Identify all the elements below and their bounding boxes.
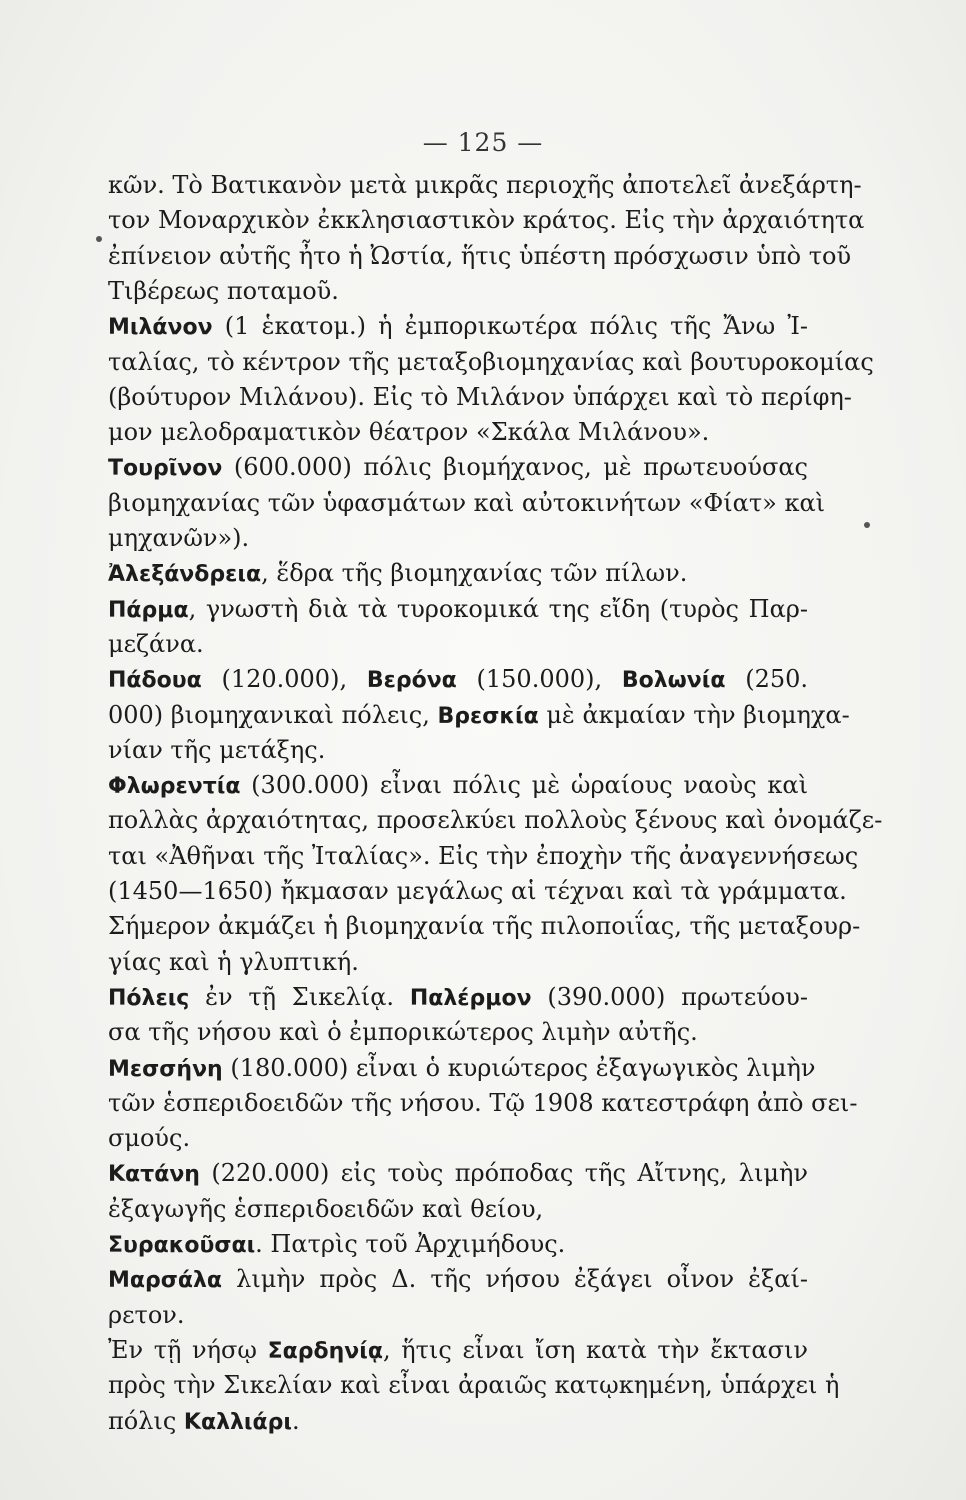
bold-place-name: Μιλάνον [108, 315, 213, 341]
text-run: (250. [725, 665, 809, 694]
text-line [108, 168, 862, 202]
text-run: ρετον. [108, 1300, 185, 1329]
text-run: ἐν τῇ Σικελίᾳ. [189, 982, 410, 1011]
text-line [108, 1333, 808, 1367]
text-line [108, 486, 826, 520]
bold-place-name: Κατάνη [108, 1162, 200, 1188]
text-line [108, 450, 808, 484]
text-line [108, 1192, 808, 1226]
bold-place-name: Σαρδηνίᾳ [267, 1338, 383, 1364]
text-line [108, 1227, 808, 1261]
bold-place-name: Μεσσήνη [108, 1056, 223, 1082]
text-line [108, 1156, 808, 1190]
text-line [108, 1404, 808, 1438]
text-run: (1450—1650) ἤκμασαν μεγάλως αἱ τέχναι καὶ τὰ γράμματα. [108, 877, 847, 905]
text-run: πρὸς τὴν Σικελίαν καὶ εἶναι ἀραιῶς κατῳκημένη, ὑπάρχει ἡ [108, 1371, 840, 1400]
text-line [108, 309, 808, 343]
text-line [108, 1298, 808, 1332]
text-run: λιμὴν πρὸς Δ. τῆς νήσου ἐξάγει οἶνον ἐξαί- [222, 1265, 808, 1294]
text-run: μὲ ἀκμαίαν τὴν βιομηχα- [538, 700, 850, 729]
text-run: (1 ἑκατομ.) ἡ ἐμπορικωτέρα πόλις τῆς Ἄνω Ἰ- [212, 312, 808, 341]
bold-place-name: Μαρσάλα [108, 1268, 223, 1294]
text-line [108, 521, 808, 555]
text-run: μεζάνα. [108, 629, 204, 658]
text-run: , ἥτις εἶναι ἴση κατὰ τὴν ἔκτασιν [382, 1335, 808, 1364]
text-run: (βούτυρον Μιλάνου). Εἰς τὸ Μιλάνον ὑπάρχει καὶ τὸ περίφη- [108, 382, 852, 411]
text-run: νίαν τῆς μετάξης. [108, 735, 326, 764]
text-line [108, 380, 852, 414]
text-line [108, 556, 808, 590]
text-line [108, 345, 874, 379]
text-line [108, 768, 808, 802]
text-run: (180.000) εἶναι ὁ κυριώτερος ἐξαγωγικὸς λιμὴν [222, 1053, 816, 1082]
text-run: ἐξαγωγῆς ἑσπεριδοειδῶν καὶ θείου, [108, 1194, 544, 1223]
bold-place-name: Τουρῖνον [108, 456, 223, 482]
text-run: γίας καὶ ἡ γλυπτική. [108, 947, 359, 976]
text-line [108, 592, 808, 626]
text-run: Σήμερον ἀκμάζει ἡ βιομηχανία τῆς πιλοποιΐας, τῆς μεταξουρ- [108, 912, 861, 941]
text-line [108, 1368, 840, 1402]
text-line [108, 239, 852, 273]
bold-place-name: Φλωρεντία [108, 774, 241, 800]
text-line [108, 1051, 816, 1085]
text-line [108, 980, 808, 1014]
text-run: πολλὰς ἀρχαιότητας, προσελκύει πολλοὺς ξένους καὶ ὀνομάζε- [108, 806, 883, 835]
text-line [108, 415, 808, 449]
text-run: Τιβέρεως ποταμοῦ. [108, 276, 339, 305]
text-run: . Πατρὶς τοῦ Ἀρχιμήδους. [255, 1230, 566, 1258]
text-run: σμούς. [108, 1124, 191, 1153]
text-run: (220.000) εἰς τοὺς πρόποδας τῆς Αἴτνης, λιμὴν [199, 1159, 808, 1188]
bold-place-name: Καλλιάρι [183, 1409, 292, 1435]
text-run: , ἕδρα τῆς βιομηχανίας τῶν πίλων. [261, 559, 688, 588]
text-line [108, 662, 808, 696]
text-line [108, 1262, 808, 1296]
text-line [108, 909, 861, 943]
text-line [108, 945, 808, 979]
text-run: (300.000) εἶναι πόλις μὲ ὡραίους ναοὺς καὶ [240, 771, 808, 800]
text-line [108, 1086, 858, 1120]
bold-place-name: Συρακοῦσαι [108, 1233, 256, 1258]
text-line [108, 803, 883, 837]
text-run: (150.000), [456, 665, 622, 694]
text-run: πόλις [108, 1406, 184, 1435]
bold-place-name: Πάδουα [108, 668, 202, 694]
text-run: μηχανῶν»). [108, 524, 250, 552]
text-run: , γνωστὴ διὰ τὰ τυροκομικά της εἴδη (τυρὸς Παρ- [188, 594, 808, 623]
margin-speck [864, 522, 870, 528]
text-line [108, 274, 808, 308]
text-line [108, 698, 850, 732]
bold-place-name: Πόλεις [108, 985, 190, 1011]
text-run: (600.000) πόλις βιομήχανος, μὲ πρωτευούσας [222, 453, 808, 482]
bold-place-name: Βερόνα [366, 668, 457, 694]
text-line [108, 627, 808, 661]
text-run: ται «Ἀθῆναι τῆς Ἰταλίας». Εἰς τὴν ἐποχὴν τῆς ἀναγεννήσεως [108, 841, 859, 870]
text-line [108, 874, 847, 908]
text-line [108, 1015, 808, 1049]
page-number: — 125 — [422, 128, 544, 157]
text-run: τον Μοναρχικὸν ἐκκλησιαστικὸν κράτος. Εἰς τὴν ἀρχαιότητα [108, 206, 865, 235]
text-run: ταλίας, τὸ κέντρον τῆς μεταξοβιομηχανίας καὶ βουτυροκομίας [108, 347, 874, 376]
bold-place-name: Βολωνία [621, 668, 726, 694]
bold-place-name: Ἀλεξάνδρεια [108, 562, 262, 588]
text-run: Ἐν τῇ νήσῳ [108, 1335, 268, 1364]
text-line [108, 839, 859, 873]
text-run: βιομηχανίας τῶν ὑφασμάτων καὶ αὐτοκινήτων «Φίατ» καὶ [108, 488, 826, 517]
text-run: σα τῆς νήσου καὶ ὁ ἐμπορικώτερος λιμὴν αὐτῆς. [108, 1018, 698, 1047]
text-run: (120.000), [201, 665, 367, 694]
text-run: μον μελοδραματικὸν θέατρον «Σκάλα Μιλάνου». [108, 418, 710, 447]
text-run: 000) βιομηχανικαὶ πόλεις, [108, 700, 438, 729]
text-line [108, 203, 865, 237]
text-run: ἐπίνειον αὐτῆς ἦτο ἡ Ὠστία, ἥτις ὑπέστη πρόσχωσιν ὑπὸ τοῦ [108, 241, 852, 270]
bold-place-name: Παλέρμον [409, 985, 532, 1011]
text-run: κῶν. Τὸ Βατικανὸν μετὰ μικρᾶς περιοχῆς ἀποτελεῖ ἀνεξάρτη- [108, 171, 862, 199]
text-line [108, 733, 808, 767]
text-run: (390.000) πρωτεύου- [531, 982, 808, 1011]
text-run: . [291, 1406, 300, 1435]
text-run: τῶν ἑσπεριδοειδῶν τῆς νήσου. Τῷ 1908 κατεστράφη ἀπὸ σει- [108, 1088, 858, 1117]
margin-speck [96, 236, 102, 242]
text-line [108, 1121, 808, 1155]
bold-place-name: Βρεσκία [437, 703, 539, 729]
bold-place-name: Πάρμα [108, 597, 189, 623]
